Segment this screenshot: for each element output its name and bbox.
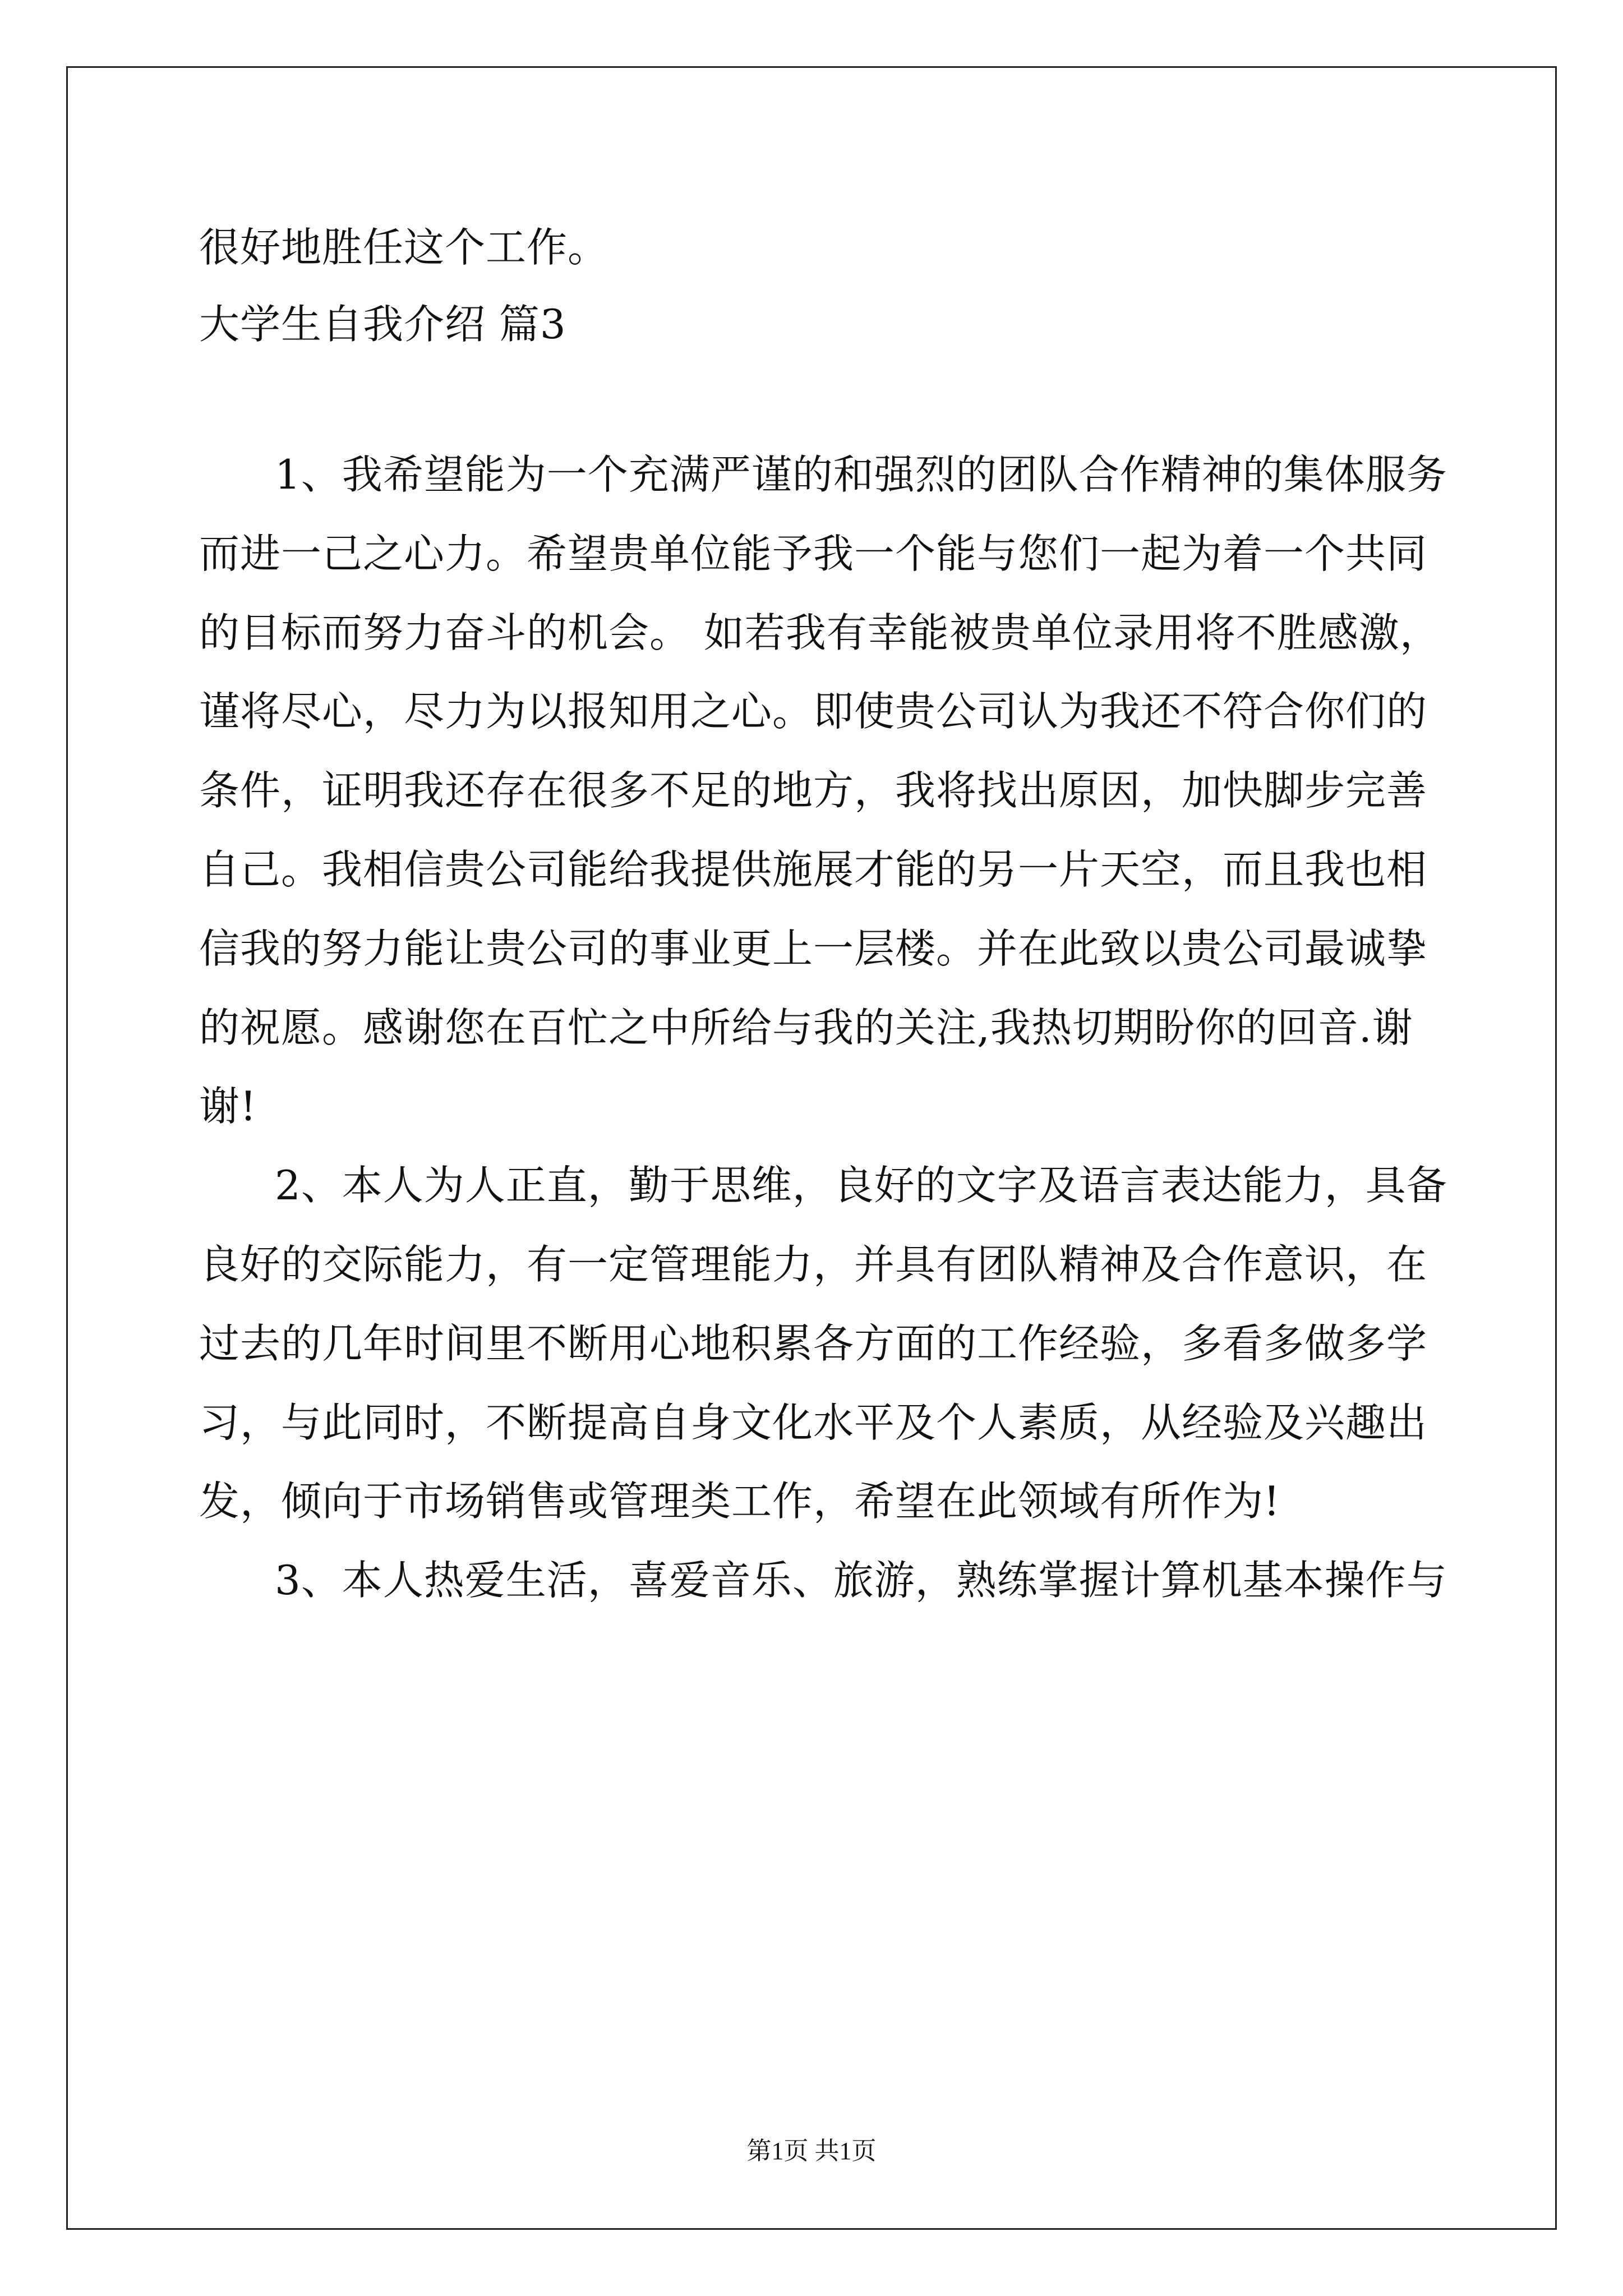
text-line: 3、本人热爱生活，喜爱音乐、旅游，熟练掌握计算机基本操作与 [275, 1557, 1447, 1604]
text-line: 自己。我相信贵公司能给我提供施展才能的另一片天空，而且我也相 [199, 846, 1428, 893]
text-line: 过去的几年时间里不断用心地积累各方面的工作经验，多看多做多学 [199, 1320, 1428, 1367]
text-line: 谢! [199, 1083, 257, 1130]
text-line: 良好的交际能力，有一定管理能力，并具有团队精神及合作意识，在 [199, 1241, 1428, 1288]
text-line: 而进一己之心力。希望贵单位能予我一个能与您们一起为着一个共同 [199, 530, 1428, 577]
section-heading: 大学生自我介绍 篇3 [199, 301, 566, 348]
page-border [66, 66, 1557, 2230]
text-line: 发，倾向于市场销售或管理类工作，希望在此领域有所作为! [199, 1478, 1280, 1525]
text-line: 谨将尽心，尽力为以报知用之心。即使贵公司认为我还不符合你们的 [199, 688, 1428, 735]
text-line: 条件，证明我还存在很多不足的地方，我将找出原因，加快脚步完善 [199, 767, 1428, 814]
text-line: 很好地胜任这个工作。 [199, 224, 609, 271]
text-line: 的祝愿。感谢您在百忙之中所给与我的关注,我热切期盼你的回音.谢 [199, 1004, 1413, 1051]
page-number-footer: 第1页 共1页 [746, 2137, 877, 2165]
text-line: 信我的努力能让贵公司的事业更上一层楼。并在此致以贵公司最诚挚 [199, 925, 1428, 972]
text-line: 的目标而努力奋斗的机会。 如若我有幸能被贵单位录用将不胜感激， [199, 609, 1441, 656]
text-line: 习，与此同时，不断提高自身文化水平及个人素质，从经验及兴趣出 [199, 1399, 1428, 1446]
text-line: 2、本人为人正直，勤于思维，良好的文字及语言表达能力，具备 [275, 1162, 1447, 1209]
text-line: 1、我希望能为一个充满严谨的和强烈的团队合作精神的集体服务 [275, 451, 1447, 498]
